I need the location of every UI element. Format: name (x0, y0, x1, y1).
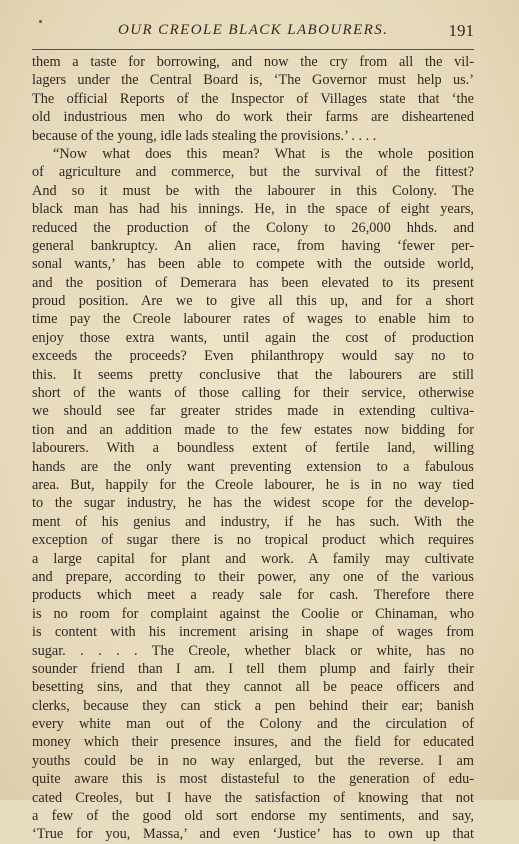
text-line: black man has had his innings. He, in the space of eight years, (32, 201, 474, 218)
text-line: every white man out of the Colony and the circulation of (32, 716, 474, 733)
page-number: 191 (448, 21, 474, 40)
text-line: and the position of Demerara has been elevated to its present (32, 274, 474, 291)
text-line: hands are the only want preventing extension to a fabulous (32, 458, 474, 475)
header-rule (32, 49, 474, 50)
text-line: a few of the good old sort endorse my sentiments, and say, (32, 808, 474, 825)
text-line: time pay the Creole labourer rates of wages to enable him to (32, 311, 474, 328)
text-line: a large capital for plant and work. A family may cultivate (32, 550, 474, 567)
text-line: lagers under the Central Board is, ‘The Governor must help us.’ (32, 72, 474, 89)
text-line: quite aware this is most distasteful to the generation of edu- (32, 771, 474, 788)
page-header (32, 22, 476, 42)
text-line: tion and an addition made to the few estates now bidding for (32, 421, 474, 438)
text-line: general bankruptcy. An alien race, from having ‘fewer per- (32, 237, 474, 254)
text-line: products which meet a ready sale for cash. Therefore there (32, 587, 474, 604)
text-line: exception of sugar there is no tropical product which requires (32, 532, 474, 549)
text-line: short of the wants of those calling for their service, otherwise (32, 385, 474, 402)
text-line: we should see far greater strides made in extending cultiva- (32, 403, 474, 420)
text-line: youths could be in no way enlarged, but the reverse. I am (32, 752, 474, 769)
text-line: enjoy those extra wants, until again the cost of production (32, 329, 474, 346)
text-line: The official Reports of the Inspector of Villages state that ‘the (32, 90, 474, 107)
text-line: sounder friend than I am. I tell them plump and fairly their (32, 660, 474, 677)
body-text (32, 53, 474, 844)
text-line: exceeds the proceeds? Even philanthropy would say no to (32, 348, 474, 365)
text-line: area. But, happily for the Creole labourer, he is in no way tied (32, 476, 474, 493)
text-line: And so it must be with the labourer in this Colony. The (32, 182, 474, 199)
text-line: old industrious men who do work their farms are disheartened (32, 109, 474, 126)
text-line: to the sugar industry, he has the widest scope for the develop- (32, 495, 474, 512)
text-line: is content with his increment arising in shape of wages from (32, 624, 474, 641)
text-line: sugar. . . . . The Creole, whether black or white, has no (32, 642, 474, 659)
text-line: and prepare, according to their power, any one of the various (32, 568, 474, 585)
text-line: sonal wants,’ has been able to compete with the outside world, (32, 256, 474, 273)
text-line: money which their presence insures, and the field for educated (32, 734, 474, 751)
text-line: labourers. With a boundless extent of fertile land, willing (32, 440, 474, 457)
text-line: of agriculture and commerce, but the survival of the fittest? (32, 164, 474, 181)
text-line: cated Creoles, but I have the satisfaction of knowing that not (32, 789, 474, 806)
text-line: is no room for complaint against the Coolie or Chinaman, who (32, 605, 474, 622)
text-line: this. It seems pretty conclusive that the labourers are still (32, 366, 474, 383)
text-line: besetting sins, and that they cannot all be peace officers and (32, 679, 474, 696)
running-head: OUR CREOLE BLACK LABOURERS. (118, 22, 389, 38)
text-line: clerks, because they can stick a pen behind their ear; banish (32, 697, 474, 714)
text-line: reduced the production of the Colony to 26,000 hhds. and (32, 219, 474, 236)
text-line: “Now what does this mean? What is the whole position (53, 145, 474, 162)
text-line: them a taste for borrowing, and now the cry from all the vil- (32, 54, 474, 70)
text-line: ‘True for you, Massa,’ and even ‘Justice’ has to own up that (32, 826, 474, 843)
text-line: ment of his genius and industry, if he has such. With the (32, 513, 474, 530)
text-line: because of the young, idle lads stealing the provisions.’ . . . . (32, 127, 377, 144)
text-line: proud position. Are we to give all this up, and for a short (32, 293, 474, 310)
